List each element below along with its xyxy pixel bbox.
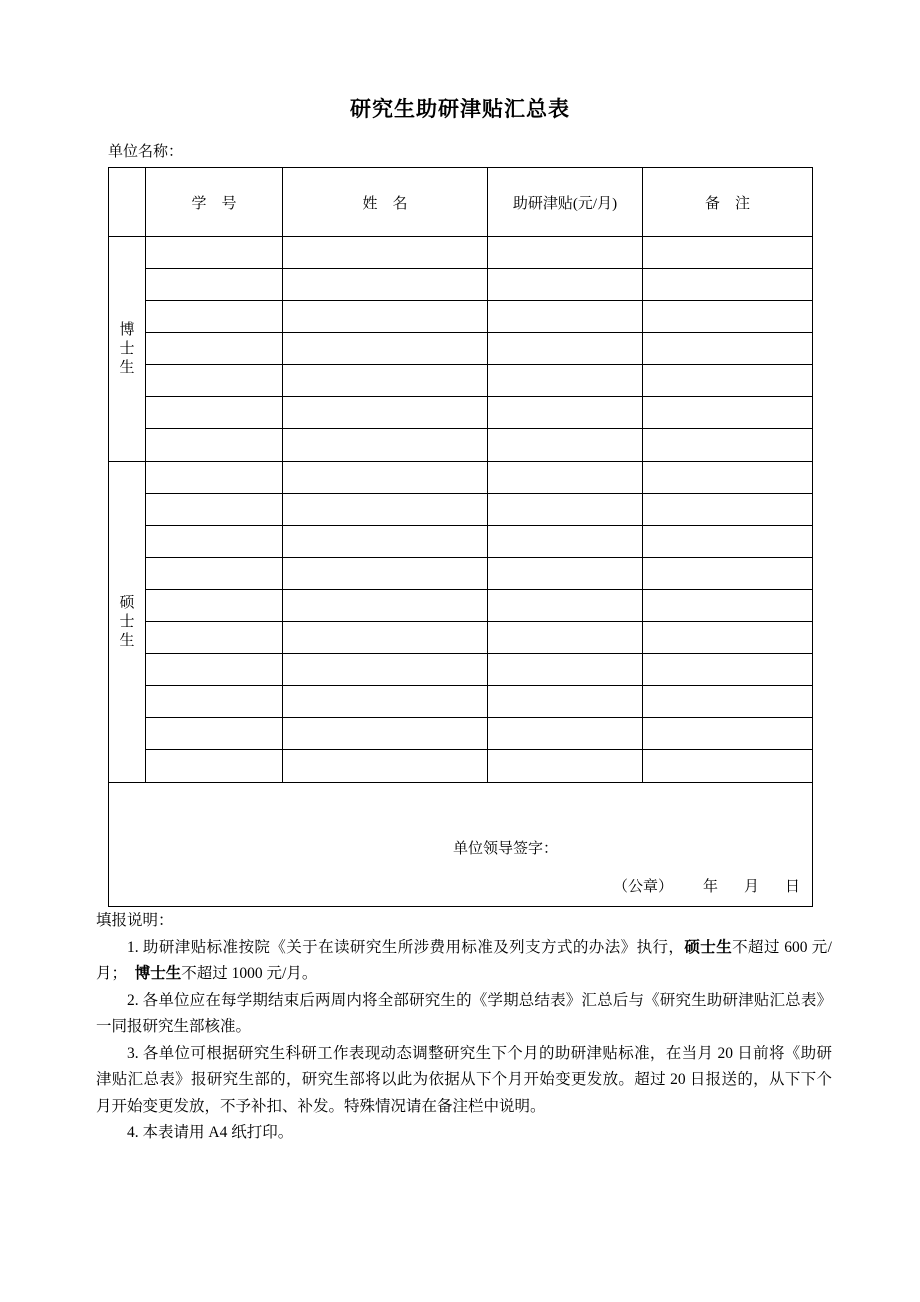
cell-name[interactable] bbox=[283, 526, 488, 558]
cell-remark[interactable] bbox=[643, 750, 813, 783]
cell-student-id[interactable] bbox=[146, 397, 283, 429]
stamp-and-date-line bbox=[613, 875, 800, 896]
cell-name[interactable] bbox=[283, 654, 488, 686]
cell-name[interactable] bbox=[283, 301, 488, 333]
cell-remark[interactable] bbox=[643, 269, 813, 301]
section-label-doctoral bbox=[109, 237, 146, 462]
cell-stipend[interactable] bbox=[488, 654, 643, 686]
cell-remark[interactable] bbox=[643, 365, 813, 397]
cell-remark[interactable] bbox=[643, 654, 813, 686]
header-cell-student-id: 学 号 bbox=[146, 168, 283, 237]
table-row bbox=[109, 622, 813, 654]
instruction-emphasis: 博士生 bbox=[134, 965, 182, 982]
table-row bbox=[109, 333, 813, 365]
table-row bbox=[109, 750, 813, 783]
instructions-block bbox=[96, 908, 832, 1147]
cell-name[interactable] bbox=[283, 622, 488, 654]
section-label-char: 硕 bbox=[119, 594, 135, 611]
year-label: 年 bbox=[702, 879, 718, 895]
instruction-item bbox=[96, 1041, 832, 1121]
instruction-text: 1. 助研津贴标准按院《关于在读研究生所涉费用标准及列支方式的办法》执行， bbox=[127, 938, 685, 956]
table-row bbox=[109, 365, 813, 397]
cell-name[interactable] bbox=[283, 750, 488, 783]
cell-student-id[interactable] bbox=[146, 269, 283, 301]
table-row bbox=[109, 237, 813, 269]
cell-student-id[interactable] bbox=[146, 429, 283, 462]
instruction-text: 不超过 1000 元/月。 bbox=[181, 965, 318, 982]
table-row bbox=[109, 429, 813, 462]
instructions-heading: 填报说明： bbox=[96, 912, 174, 929]
cell-student-id[interactable] bbox=[146, 750, 283, 783]
cell-student-id[interactable] bbox=[146, 718, 283, 750]
table-row bbox=[109, 718, 813, 750]
cell-student-id[interactable] bbox=[146, 686, 283, 718]
cell-stipend[interactable] bbox=[488, 397, 643, 429]
cell-stipend[interactable] bbox=[488, 269, 643, 301]
cell-remark[interactable] bbox=[643, 301, 813, 333]
table-row bbox=[109, 494, 813, 526]
header-cell-category bbox=[109, 168, 146, 237]
cell-remark[interactable] bbox=[643, 558, 813, 590]
cell-name[interactable] bbox=[283, 686, 488, 718]
instruction-text: 3. 各单位可根据研究生科研工作表现动态调整研究生下个月的助研津贴标准，在当月 20 日前将《助研津贴汇总表》报研究生部的，研究生部将以此为依据从下个月开始变更发放。超过 20 日报送的，从下下个月开始变更发放，不予补扣、补发。特殊情况请在备注栏中说明。 bbox=[96, 1044, 832, 1115]
cell-student-id[interactable] bbox=[146, 494, 283, 526]
header-cell-stipend: 助研津贴(元/月) bbox=[488, 168, 643, 237]
cell-student-id[interactable] bbox=[146, 462, 283, 494]
instruction-text: 2. 各单位应在每学期结束后两周内将全部研究生的《学期总结表》汇总后与《研究生助研津贴汇总表》一同报研究生部核准。 bbox=[96, 991, 832, 1035]
header-cell-remark: 备 注 bbox=[643, 168, 813, 237]
cell-student-id[interactable] bbox=[146, 301, 283, 333]
section-label-masters bbox=[109, 462, 146, 783]
cell-stipend[interactable] bbox=[488, 333, 643, 365]
instruction-emphasis: 硕士生 bbox=[684, 938, 733, 956]
month-label: 月 bbox=[743, 879, 759, 895]
cell-name[interactable] bbox=[283, 718, 488, 750]
cell-stipend[interactable] bbox=[488, 462, 643, 494]
cell-remark[interactable] bbox=[643, 333, 813, 365]
section-label-char: 士 bbox=[119, 613, 135, 630]
section-label-char: 博 bbox=[119, 321, 135, 338]
cell-stipend[interactable] bbox=[488, 558, 643, 590]
cell-name[interactable] bbox=[283, 333, 488, 365]
cell-remark[interactable] bbox=[643, 686, 813, 718]
stipend-summary-table bbox=[108, 167, 813, 907]
cell-stipend[interactable] bbox=[488, 750, 643, 783]
cell-student-id[interactable] bbox=[146, 365, 283, 397]
cell-name[interactable] bbox=[283, 269, 488, 301]
section-label-char: 士 bbox=[119, 340, 135, 357]
cell-student-id[interactable] bbox=[146, 654, 283, 686]
cell-stipend[interactable] bbox=[488, 590, 643, 622]
cell-name[interactable] bbox=[283, 429, 488, 462]
table-header-row bbox=[109, 168, 813, 237]
instruction-item bbox=[96, 935, 832, 988]
cell-remark[interactable] bbox=[643, 237, 813, 269]
day-label: 日 bbox=[784, 879, 800, 895]
cell-remark[interactable] bbox=[643, 429, 813, 462]
signature-cell[interactable] bbox=[109, 783, 813, 907]
section-label-char: 生 bbox=[119, 632, 135, 649]
section-label-char: 生 bbox=[119, 359, 135, 376]
cell-remark[interactable] bbox=[643, 622, 813, 654]
cell-name[interactable] bbox=[283, 365, 488, 397]
cell-student-id[interactable] bbox=[146, 622, 283, 654]
cell-stipend[interactable] bbox=[488, 429, 643, 462]
cell-stipend[interactable] bbox=[488, 718, 643, 750]
unit-name-label: 单位名称： bbox=[108, 144, 184, 160]
cell-remark[interactable] bbox=[643, 462, 813, 494]
page-title: 研究生助研津贴汇总表 bbox=[350, 98, 570, 121]
cell-remark[interactable] bbox=[643, 397, 813, 429]
cell-stipend[interactable] bbox=[488, 237, 643, 269]
cell-stipend[interactable] bbox=[488, 526, 643, 558]
header-cell-name: 姓 名 bbox=[283, 168, 488, 237]
cell-name[interactable] bbox=[283, 494, 488, 526]
cell-name[interactable] bbox=[283, 590, 488, 622]
table-row bbox=[109, 654, 813, 686]
table-row bbox=[109, 462, 813, 494]
cell-student-id[interactable] bbox=[146, 590, 283, 622]
table-row bbox=[109, 558, 813, 590]
table-row bbox=[109, 526, 813, 558]
cell-stipend[interactable] bbox=[488, 365, 643, 397]
cell-stipend[interactable] bbox=[488, 494, 643, 526]
table-row bbox=[109, 397, 813, 429]
instruction-text: 4. 本表请用 A4 纸打印。 bbox=[127, 1124, 294, 1141]
cell-remark[interactable] bbox=[643, 718, 813, 750]
cell-stipend[interactable] bbox=[488, 686, 643, 718]
cell-student-id[interactable] bbox=[146, 526, 283, 558]
official-stamp-label: （公章） bbox=[612, 879, 673, 895]
cell-student-id[interactable] bbox=[146, 333, 283, 365]
cell-stipend[interactable] bbox=[488, 622, 643, 654]
cell-remark[interactable] bbox=[643, 526, 813, 558]
leader-signature-label: 单位领导签字： bbox=[453, 841, 559, 857]
cell-name[interactable] bbox=[283, 397, 488, 429]
cell-student-id[interactable] bbox=[146, 558, 283, 590]
cell-name[interactable] bbox=[283, 462, 488, 494]
table-row bbox=[109, 301, 813, 333]
cell-name[interactable] bbox=[283, 237, 488, 269]
cell-student-id[interactable] bbox=[146, 237, 283, 269]
table-row bbox=[109, 686, 813, 718]
instruction-text: 不超过 600 元/月； bbox=[96, 938, 832, 982]
cell-stipend[interactable] bbox=[488, 301, 643, 333]
cell-remark[interactable] bbox=[643, 494, 813, 526]
cell-remark[interactable] bbox=[643, 590, 813, 622]
cell-name[interactable] bbox=[283, 558, 488, 590]
instruction-item bbox=[96, 988, 832, 1041]
table-row bbox=[109, 269, 813, 301]
instruction-item bbox=[96, 1120, 832, 1147]
table-row bbox=[109, 590, 813, 622]
signature-row bbox=[109, 783, 813, 907]
